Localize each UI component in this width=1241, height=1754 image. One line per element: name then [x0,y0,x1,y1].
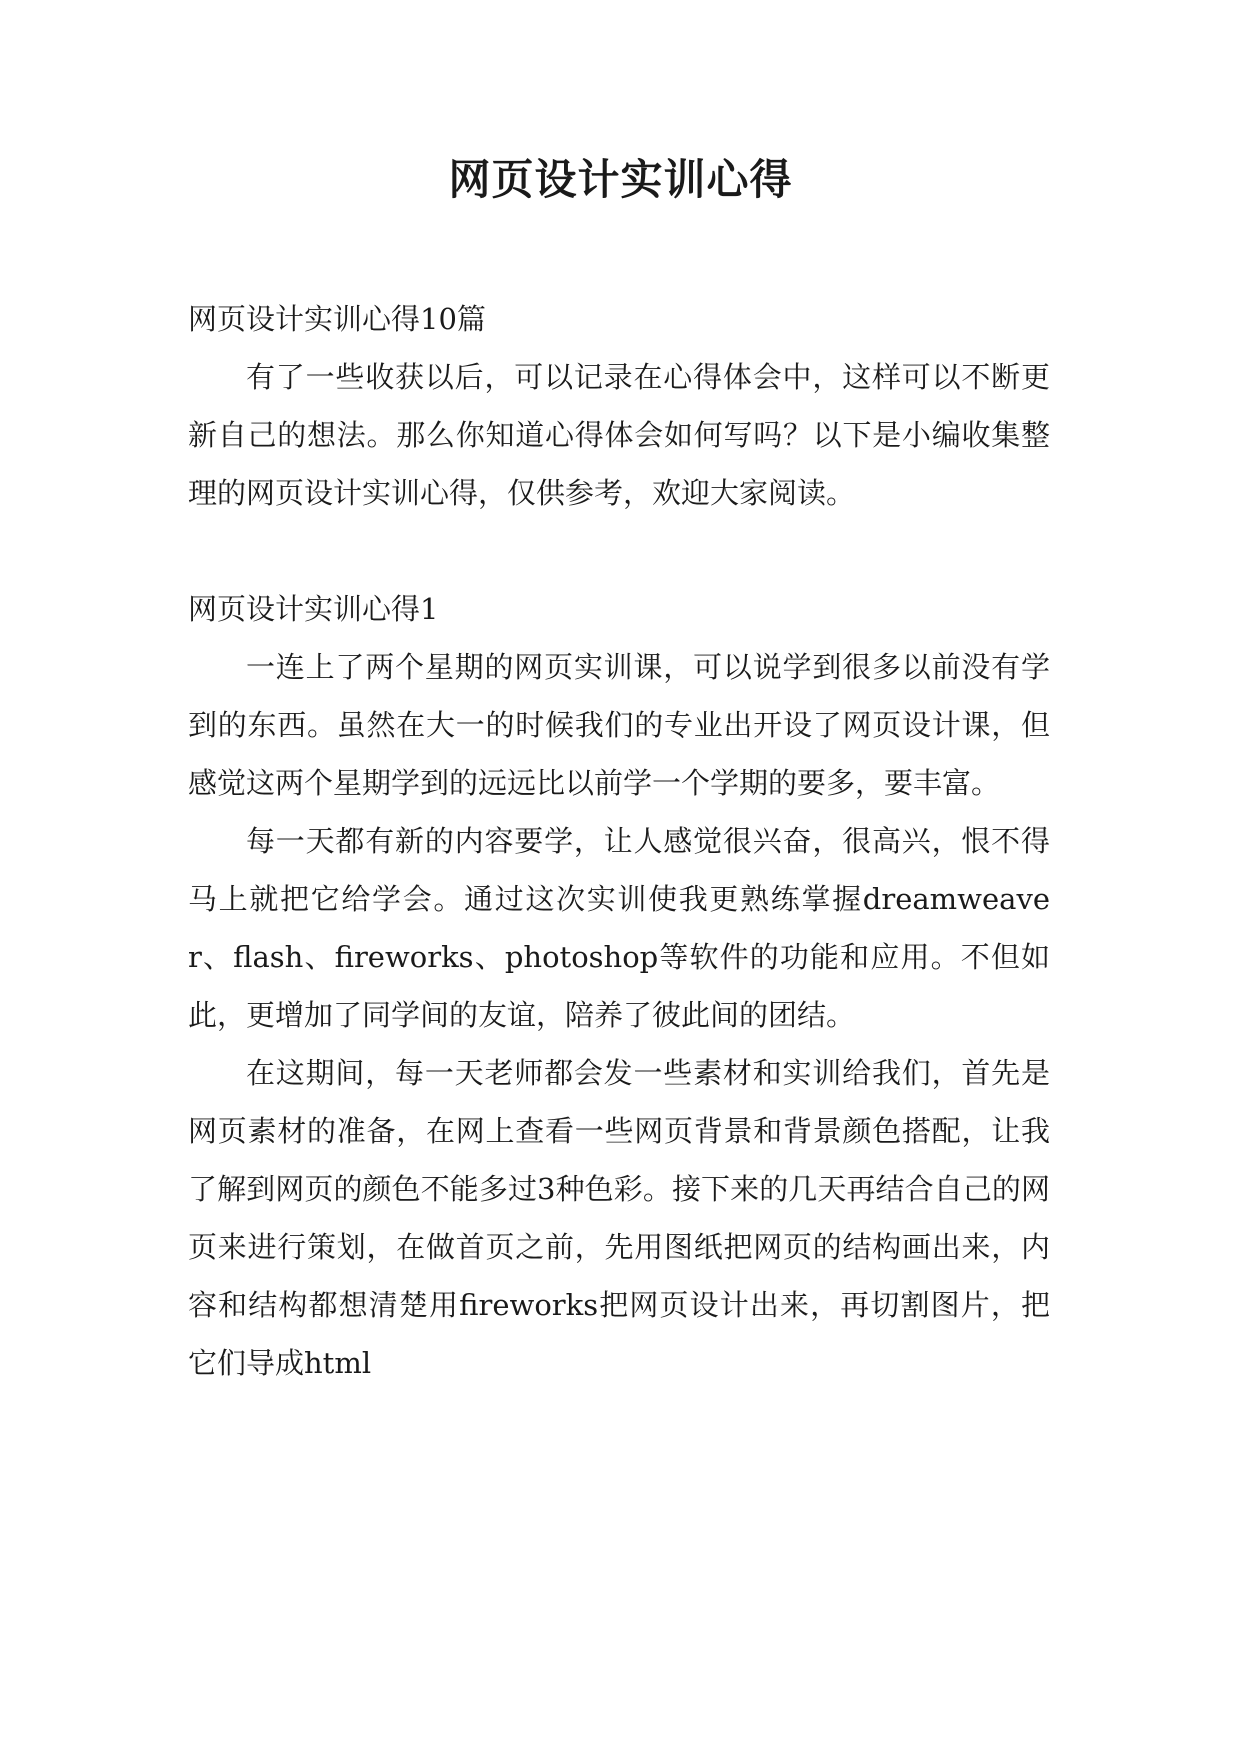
intro-paragraph: 有了一些收获以后，可以记录在心得体会中，这样可以不断更新自己的想法。那么你知道心得体会如何写吗？以下是小编收集整理的网页设计实训心得，仅供参考，欢迎大家阅读。 [188,360,1050,510]
section-1-heading: 网页设计实训心得1 [188,592,439,626]
section-1-paragraph: 一连上了两个星期的网页实训课，可以说学到很多以前没有学到的东西。虽然在大一的时候我们的专业出开设了网页设计课，但感觉这两个星期学到的远远比以前学一个学期的要多，要丰富。 [188,650,1050,800]
section-1-paragraph: 每一天都有新的内容要学，让人感觉很兴奋，很高兴，恨不得马上就把它给学会。通过这次实训使我更熟练掌握dreamweaver、flash、fireworks、photoshop等软件的功能和应用。不但如此，更增加了同学间的友谊，陪养了彼此间的团结。 [188,824,1050,1032]
document-title: 网页设计实训心得 [448,155,793,204]
section-1-paragraph: 在这期间，每一天老师都会发一些素材和实训给我们，首先是网页素材的准备，在网上查看一些网页背景和背景颜色搭配，让我了解到网页的颜色不能多过3种色彩。接下来的几天再结合自己的网页来进行策划，在做首页之前，先用图纸把网页的结构画出来，内容和结构都想清楚用fireworks把网页设计出来，再切割图片，把它们导成html [188,1056,1050,1380]
section-spacer [188,522,1050,580]
document-body [188,290,1050,1392]
intro-heading: 网页设计实训心得10篇 [188,302,486,336]
